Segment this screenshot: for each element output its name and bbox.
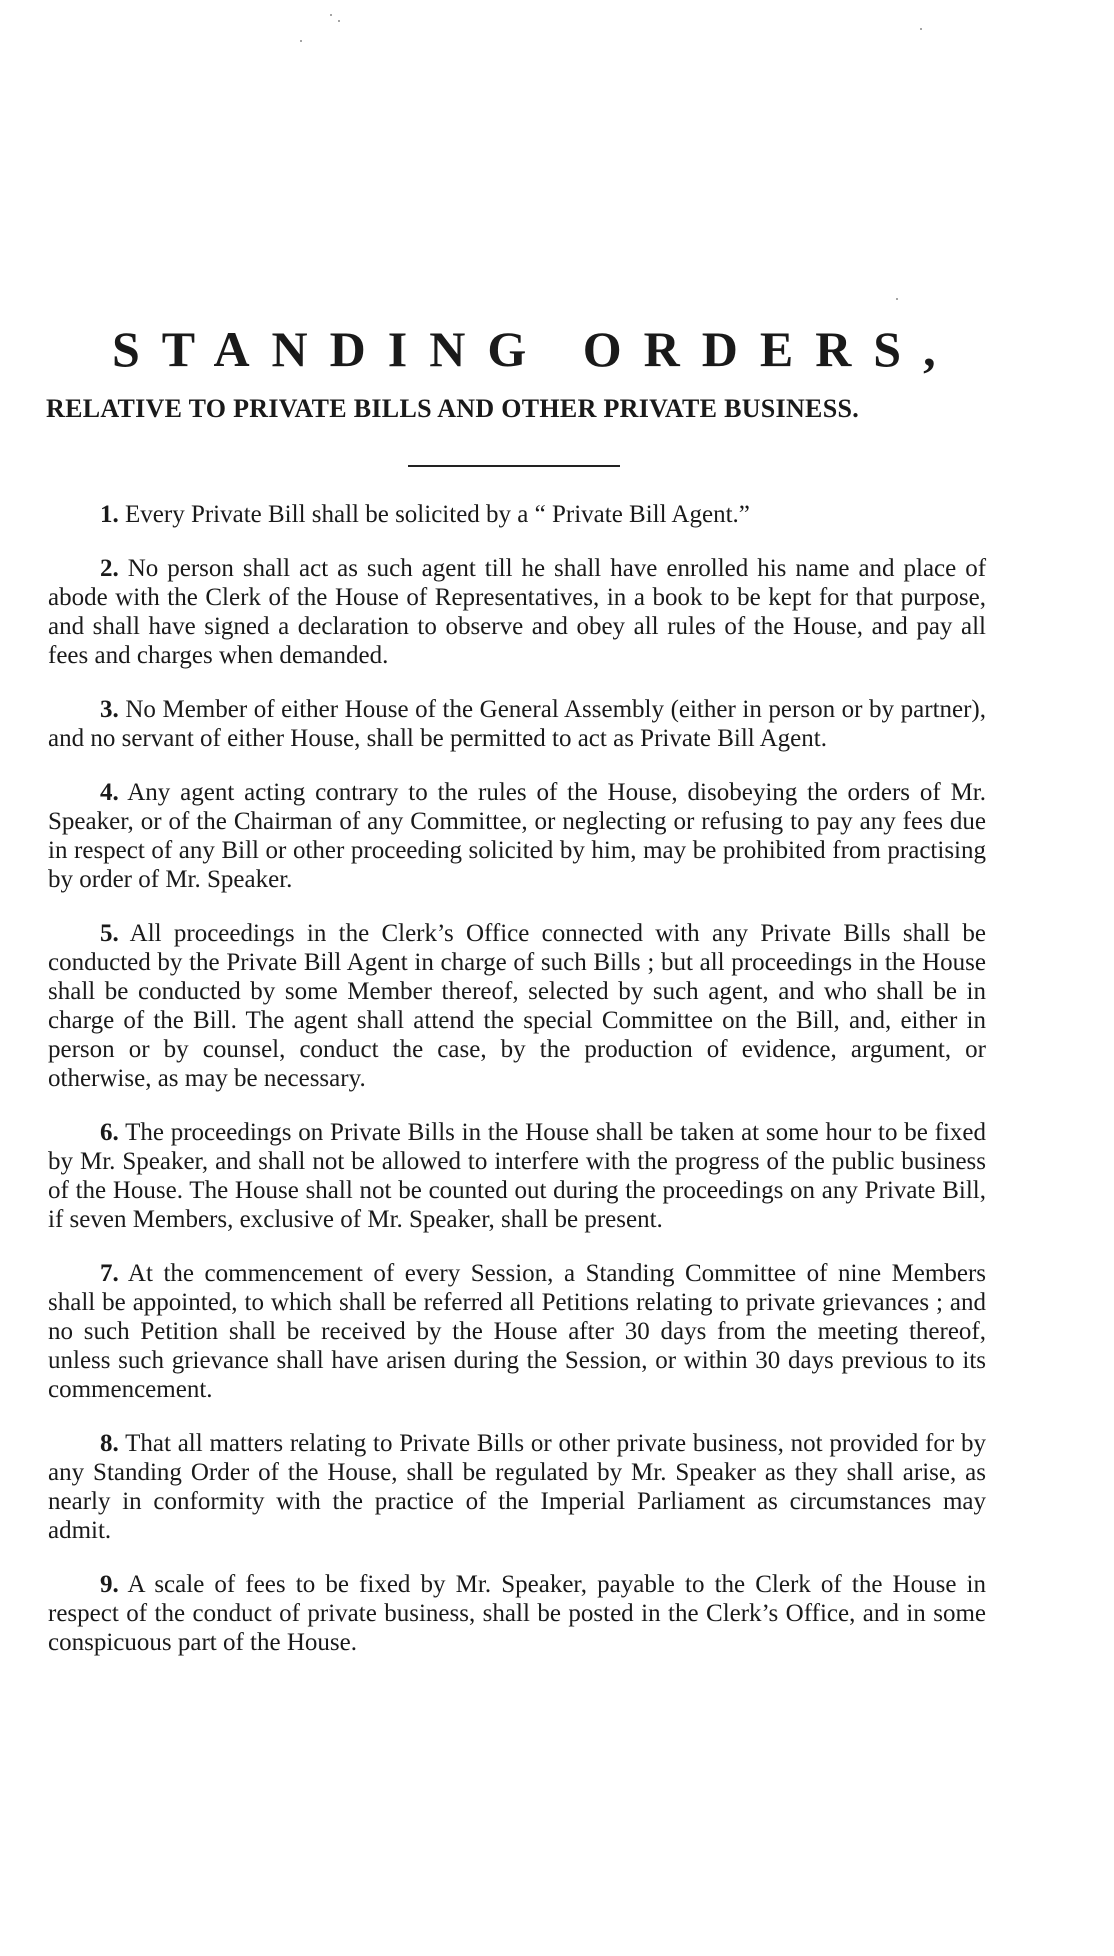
standing-order-1 [48,500,986,529]
order-text: No Member of either House of the General Assembly (either in person or by partner), and no servant of either House, shall be permitted to act as Private Bill Agent. [48,696,987,752]
standing-order-9 [48,1570,986,1657]
order-text: The proceedings on Private Bills in the House shall be taken at some hour to be fixed by Mr. Speaker, and shall not be allowed to interfere with the progress of the public business of the House. The House shall not be counted out during the proceedings on any Private Bill, if seven Members, exclusive of Mr. Speaker, shall be present. [48,1119,986,1233]
scan-speck [330,14,332,16]
standing-order-5 [48,919,986,1093]
order-text: At the commencement of every Session, a Standing Committee of nine Members shall be appointed, to which shall be referred all Petitions relating to private grievances ; and no such Petition shall be received by the House after 30 days from the meeting thereof, unless such grievance shall have arisen during the Session, or within 30 days previous to its commencement. [48,1260,986,1403]
order-number: 1. [100,501,119,528]
order-text: Any agent acting contrary to the rules of the House, disobeying the orders of Mr. Speaker, or of the Chairman of any Committee, or neglecting or refusing to pay any fees due in respect of any Bill or other proceeding solicited by him, may be prohibited from practising by order of Mr. Speaker. [48,779,986,893]
standing-order-6 [48,1118,986,1234]
order-number: 5. [100,920,119,947]
order-text: No person shall act as such agent till he shall have enrolled his name and place of abode with the Clerk of the House of Representatives, in a book to be kept for that purpose, and shall have signed a declaration to observe and obey all rules of the House, and pay all fees and charges when demanded. [48,555,987,669]
order-number: 6. [100,1119,119,1146]
order-number: 9. [100,1571,119,1598]
order-number: 8. [100,1430,119,1457]
order-number: 7. [100,1260,119,1287]
standing-order-8 [48,1429,986,1545]
document-title: STANDING ORDERS, [112,321,958,377]
order-number: 3. [100,696,119,723]
scan-speck [920,28,922,30]
standing-order-3 [48,695,986,753]
order-text: All proceedings in the Clerk’s Office connected with any Private Bills shall be conducted by the Private Bill Agent in charge of such Bills ; but all proceedings in the House shall be conducted by some Member thereof, selected by such agent, and who shall be in charge of the Bill. The agent shall attend the special Committee on the Bill, and, either in person or by counsel, conduct the case, by the production of evidence, argument, or otherwise, as may be necessary. [48,920,987,1092]
order-text: That all matters relating to Private Bills or other private business, not provided for by any Standing Order of the House, shall be regulated by Mr. Speaker as they shall arise, as nearly in conformity with the practice of the Imperial Parliament as circumstances may admit. [48,1430,986,1544]
scan-speck [896,298,898,300]
title-divider [408,465,620,467]
order-text: A scale of fees to be fixed by Mr. Speaker, payable to the Clerk of the House in respect of the conduct of private business, shall be posted in the Clerk’s Office, and in some conspicuous part of the House. [48,1571,986,1656]
order-number: 2. [100,555,119,582]
scan-speck [338,20,340,22]
standing-orders-list [48,500,986,1682]
order-number: 4. [100,779,119,806]
order-text: Every Private Bill shall be solicited by a “ Private Bill Agent.” [125,501,750,528]
scan-speck [300,40,302,42]
standing-order-4 [48,778,986,894]
standing-order-2 [48,554,986,670]
standing-order-7 [48,1259,986,1404]
document-subtitle: RELATIVE TO PRIVATE BILLS AND OTHER PRIVATE BUSINESS. [46,394,860,423]
